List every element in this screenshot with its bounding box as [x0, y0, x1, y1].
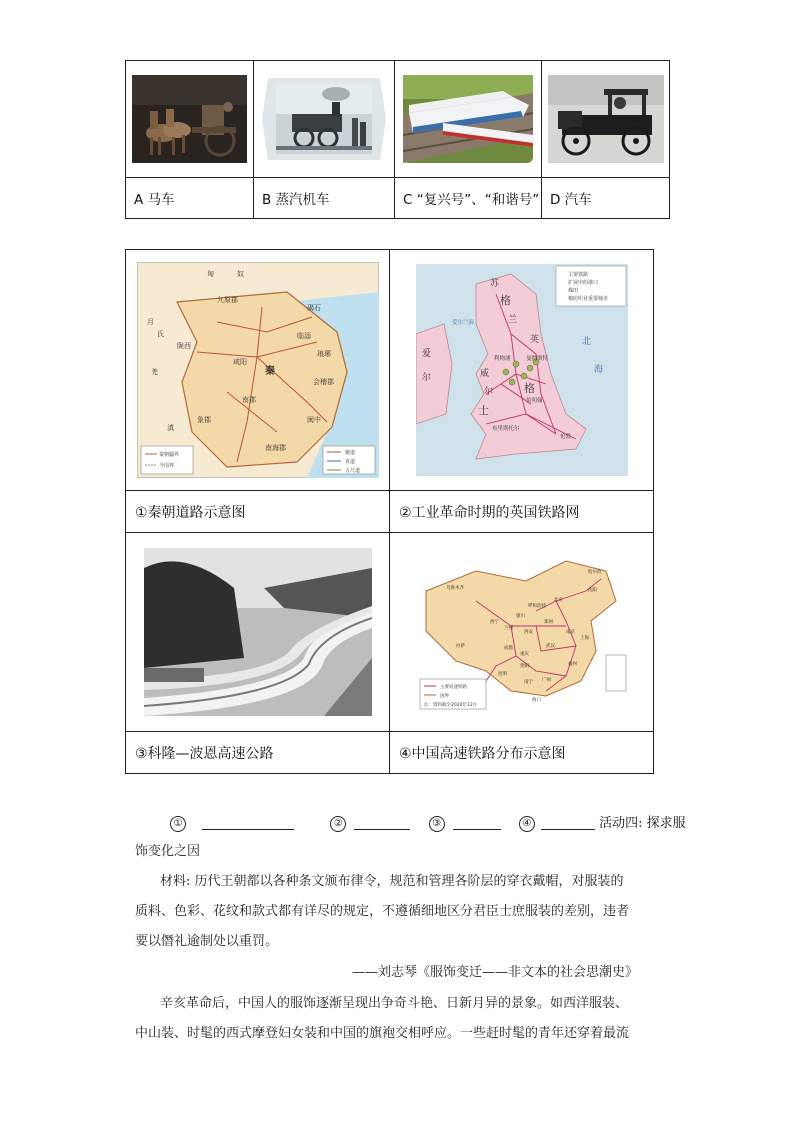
map1-label: 奴: [236, 270, 244, 278]
map1-legend: 五尺道: [344, 468, 360, 474]
map2-legend: 棉纺织业重要城市: [567, 296, 608, 302]
map1-legend: 今国界: [158, 463, 174, 469]
map4-label: 呼和浩特: [527, 604, 546, 609]
map4-label: 海口: [531, 698, 541, 703]
map2-legend: 主要铁路: [567, 272, 588, 278]
activity-four-heading: 活动四: 探求服: [599, 816, 686, 831]
map1-label: 南海郡: [264, 444, 286, 452]
paragraph2-line-2: 中山装、时髦的西式摩登妇女装和中国的旗袍交相呼应。一些赶时髦的青年还穿着最流: [135, 1026, 630, 1041]
answer-blank-1[interactable]: [202, 817, 294, 830]
map2-label: 海: [593, 365, 603, 375]
material-line-1: 材料: 历代王朝都以各种条文颁布律令，规范和管理各阶层的穿衣戴帽，对服装的: [160, 874, 624, 889]
map4-label: 拉萨: [455, 644, 465, 649]
map4-label: 乌鲁木齐: [445, 586, 464, 591]
map4-label: 南宁: [523, 680, 533, 685]
map4-label: 南京: [565, 630, 575, 635]
map2-legend: 煤田: [567, 288, 578, 294]
map1-label: 南郡: [241, 396, 256, 404]
map1-label: 羌: [150, 368, 158, 376]
map4-cell: [390, 533, 654, 732]
map1-label: 匈: [206, 270, 214, 278]
map4-label: 沈阳: [587, 588, 597, 593]
map2-label: 伯明翰: [525, 398, 543, 404]
map1-label: 九原郡: [216, 296, 238, 304]
map4-caption: ④中国高速铁路分布示意图: [390, 732, 654, 774]
map4-label: 银川: [515, 614, 525, 619]
map1-label: 象郡: [196, 416, 211, 424]
map2-cell: [390, 250, 654, 491]
map4-label: 兰州: [503, 626, 513, 631]
map2-label: 曼彻斯特: [525, 356, 548, 362]
map4-legend: 国界: [439, 694, 449, 699]
map1-label: 碣石: [306, 304, 321, 312]
map1-label: 会稽郡: [312, 378, 334, 386]
option-a-image-cell: [126, 61, 254, 178]
map1-label: 咸阳: [232, 358, 247, 366]
map1-label: 月: [146, 318, 154, 326]
map1-legend: 直道: [344, 459, 355, 465]
option-a-label: A 马车: [126, 178, 254, 219]
high-speed-train-photo: [403, 75, 533, 163]
map1-label: 陇西: [176, 342, 191, 350]
answer-blank-2[interactable]: [354, 817, 410, 830]
material-line-3: 要以僭礼逾制处以重罚。: [135, 934, 279, 949]
map2-label: 士: [477, 404, 489, 417]
option-b-image-cell: [254, 61, 395, 178]
map1-legend: 秦朝疆界: [158, 452, 179, 458]
map4-label: 西宁: [489, 620, 499, 625]
map2-label: 格: [523, 382, 535, 395]
britain-railway-map: [416, 264, 628, 476]
horse-carriage-photo: [132, 75, 247, 163]
map2-label: 利物浦: [493, 356, 511, 362]
steam-locomotive-photo: [262, 74, 386, 164]
map2-caption: ②工业革命时期的英国铁路网: [390, 491, 654, 533]
activity-heading-continued: 饰变化之因: [135, 844, 201, 859]
map4-label: 哈尔滨: [587, 570, 601, 575]
option-d-label: D 汽车: [542, 178, 670, 219]
cologne-bonn-highway-photo: [144, 548, 372, 716]
blank-number-2: ②: [330, 816, 346, 832]
transport-options-table: [125, 60, 670, 219]
vintage-car-photo: [548, 75, 664, 163]
map4-label: 北京: [553, 598, 563, 603]
answer-blanks-line: [170, 812, 686, 832]
map4-label: 广州: [541, 678, 551, 683]
map1-legend: 驰道: [344, 450, 355, 456]
material-source: ——刘志琴《服饰变迁——非文本的社会思潮史》: [352, 965, 639, 980]
blank-number-3: ③: [429, 816, 445, 832]
option-c-label: C “复兴号”、“和谐号”: [395, 178, 542, 219]
map2-label: 兰: [507, 315, 517, 325]
map2-label: 尔: [421, 373, 431, 383]
map4-label: 上海: [579, 636, 589, 641]
map1-cell: [126, 250, 390, 491]
map4-label: 福州: [567, 662, 577, 667]
map4-legend: 主要高速铁路: [439, 685, 467, 690]
map1-label: 滇: [166, 424, 174, 432]
map4-label: 昆明: [497, 672, 507, 677]
answer-blank-3[interactable]: [453, 817, 501, 830]
map4-label: 武汉: [545, 644, 555, 649]
map1-label: 秦: [264, 366, 275, 377]
map1-label: 氏: [156, 330, 164, 338]
map1-label: 临淄: [296, 332, 311, 340]
map2-label: 布里斯托尔: [491, 426, 520, 432]
qin-roads-map: [137, 262, 379, 478]
map2-label: 格: [499, 294, 511, 307]
answer-blank-4[interactable]: [541, 817, 595, 830]
blank-number-1: ①: [170, 816, 186, 832]
option-b-label: B 蒸汽机车: [254, 178, 395, 219]
map1-caption: ①秦朝道路示意图: [126, 491, 390, 533]
map4-label: 郑州: [543, 620, 553, 625]
blank-number-4: ④: [519, 816, 535, 832]
map1-label: 闽中: [306, 416, 321, 424]
map2-label: 威: [479, 369, 489, 379]
map4-label: 成都: [503, 646, 513, 651]
map2-label: 尔: [483, 387, 493, 397]
map4-label: 重庆: [519, 652, 529, 657]
china-hsr-map: [416, 551, 628, 713]
maps-table: [125, 249, 654, 774]
option-c-image-cell: [395, 61, 542, 178]
option-d-image-cell: [542, 61, 670, 178]
map1-label: 琅琊: [316, 350, 331, 358]
map4-label: 贵阳: [519, 664, 529, 669]
map4-legend: 注：资料截至2020年12月: [423, 703, 477, 708]
map2-legend: 扩展中的港口: [567, 280, 598, 286]
map2-label: 爱: [421, 349, 431, 359]
highway-photo-cell: [126, 533, 390, 732]
map2-label: 英: [529, 335, 539, 345]
map2-label: 北: [581, 337, 591, 347]
paragraph2-line-1: 辛亥革命后，中国人的服饰逐渐呈现出争奇斗艳、日新月异的景象。如西洋服装、: [160, 996, 629, 1011]
map4-label: 西安: [523, 630, 533, 635]
material-line-2: 质料、色彩、花纹和款式都有详尽的规定，不遵循细地区分君臣士庶服装的差别，违者: [135, 904, 630, 919]
map2-label: 爱尔兰海: [451, 320, 474, 326]
map2-label: 苏: [489, 279, 499, 289]
map2-label: 伦敦: [559, 434, 571, 440]
highway-caption: ③科隆—波恩高速公路: [126, 732, 390, 774]
